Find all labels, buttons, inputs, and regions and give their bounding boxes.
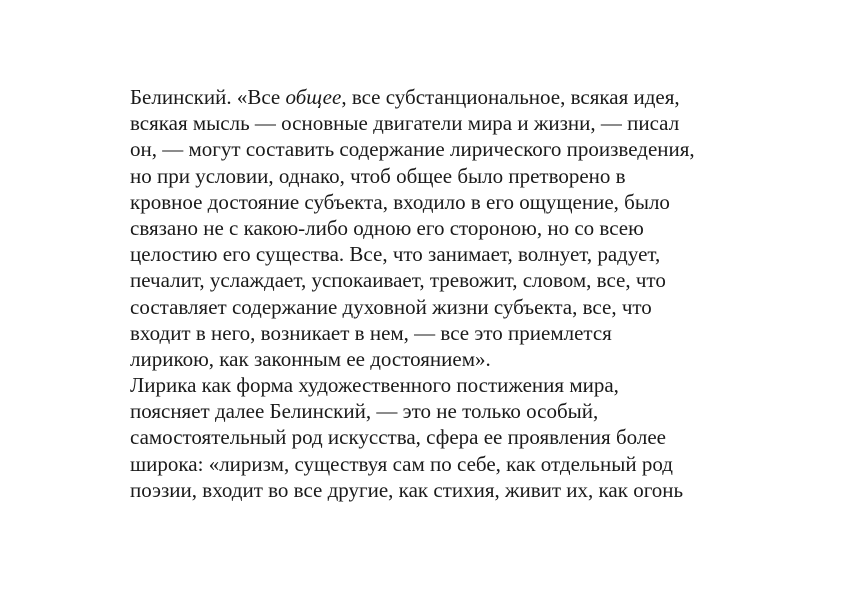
text-line: связано не с какою-либо одною его стороною, но со всею	[130, 215, 644, 240]
text-line: составляет содержание духовной жизни субъекта, все, что	[130, 294, 652, 319]
document-page	[130, 84, 730, 503]
text-line: целостию его существа. Все, что занимает, волнует, радует,	[130, 242, 661, 267]
text-line: Лирика как форма художественного постижения мира,	[130, 373, 619, 398]
text-line: широка: «лиризм, существуя сам по себе, как отдельный род	[130, 451, 673, 476]
text-line: самостоятельный род искусства, сфера ее проявления более	[130, 425, 666, 450]
text-line	[130, 84, 730, 110]
text-line: но при условии, однако, чтоб общее было претворено в	[130, 163, 626, 188]
text-line: всякая мысль — основные двигатели мира и жизни, — писал	[130, 111, 680, 136]
text-line: поэзии, входит во все другие, как стихия, живит их, как огонь	[130, 477, 684, 502]
text-line: кровное достояние субъекта, входило в его ощущение, было	[130, 189, 670, 214]
italic-word: общее	[285, 85, 342, 109]
text-line: печалит, услаждает, успокаивает, тревожит, словом, все, что	[130, 268, 666, 293]
text-line: лирикою, как законным ее достоянием».	[130, 346, 491, 371]
text-fragment: , все субстанциональное, всякая идея,	[341, 85, 680, 109]
text-line: поясняет далее Белинский, — это не только особый,	[130, 399, 599, 424]
text-fragment: Белинский. «Все	[130, 85, 286, 109]
text-line: входит в него, возникает в нем, — все это приемлется	[130, 320, 612, 345]
text-line: он, — могут составить содержание лирического произведения,	[130, 137, 695, 162]
